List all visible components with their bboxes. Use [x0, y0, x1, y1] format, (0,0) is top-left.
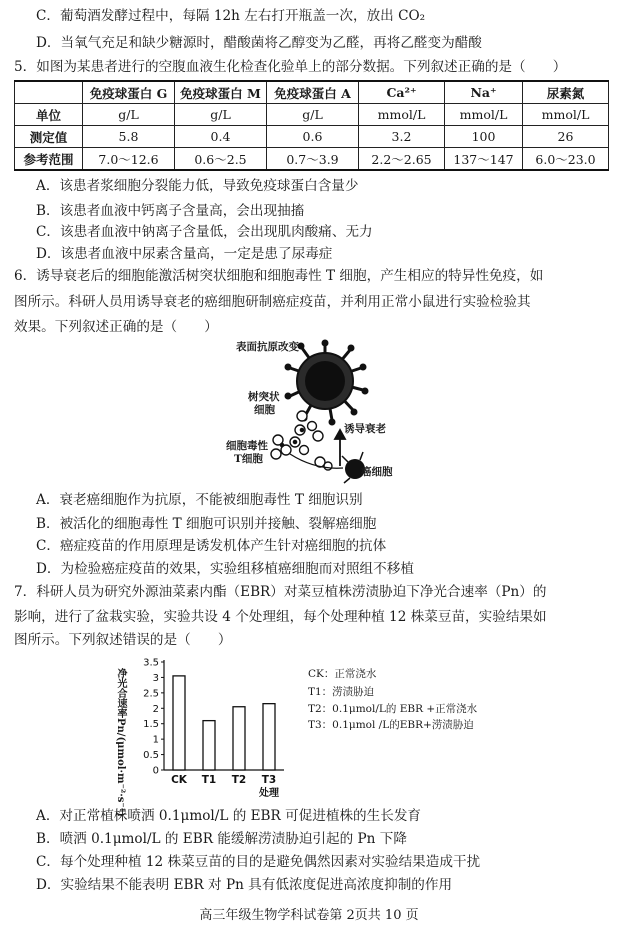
chart-bar — [233, 707, 245, 770]
table-header-row — [15, 81, 609, 104]
chart-x-tick-label: T1 — [201, 774, 217, 786]
q6-stem-line2: 图所示。科研人员用诱导衰老的癌细胞研制癌症疫苗，并利用正常小鼠进行实验检验其 — [14, 294, 531, 310]
table-row — [15, 126, 609, 148]
table-cell: 0.7～3.9 — [267, 148, 359, 171]
chart-legend-t3: T3：0.1μmol /L的EBR+涝渍胁迫 — [308, 719, 474, 731]
table-cell: 单位 — [15, 104, 83, 126]
fig-label-tc-2: T细胞 — [234, 453, 263, 465]
table-cell: 5.8 — [83, 126, 175, 148]
chart-y-tick-label: 1.5 — [143, 719, 159, 731]
table-header-cell: 免疫球蛋白 G — [83, 81, 175, 104]
chart-y-tick-label: 1 — [152, 734, 159, 746]
table-cell: 测定值 — [15, 126, 83, 148]
table-cell: mmol/L — [445, 104, 523, 126]
fig-label-dc-2: 细胞 — [254, 404, 275, 416]
table-cell: 3.2 — [359, 126, 445, 148]
table-cell: mmol/L — [359, 104, 445, 126]
q5-option-a: A．该患者浆细胞分裂能力低，导致免疫球蛋白含量少 — [36, 178, 359, 194]
table-cell: 参考范围 — [15, 148, 83, 171]
fig-label-dc-1: 树突状 — [248, 391, 280, 403]
table-cell: 2.2～2.65 — [359, 148, 445, 171]
fig-label-cancer: 癌细胞 — [361, 466, 393, 478]
pn-bar-chart — [130, 652, 300, 802]
table-header-cell: Ca²⁺ — [359, 81, 445, 104]
table-header-cell: 尿素氮 — [523, 81, 609, 104]
chart-legend-ck: CK：正常浇水 — [308, 668, 377, 680]
q7-stem-line2: 影响，进行了盆栽实验，实验共设 4 个处理组，每个处理种植 12 株菜豆苗，实验结果如 — [14, 609, 547, 625]
table-cell: 0.6～2.5 — [175, 148, 267, 171]
q6-option-b: B．被活化的细胞毒性 T 细胞可识别并接触、裂解癌细胞 — [36, 516, 377, 532]
table-row — [15, 148, 609, 171]
table-cell: 137～147 — [445, 148, 523, 171]
table-cell: g/L — [83, 104, 175, 126]
q5-stem: 5．如图为某患者进行的空腹血液生化检查化验单上的部分数据。下列叙述正确的是（ ） — [14, 59, 567, 75]
q6-option-a: A．衰老癌细胞作为抗原，不能被细胞毒性 T 细胞识别 — [36, 492, 363, 508]
chart-legend-t1: T1：涝渍胁迫 — [308, 686, 375, 698]
dendritic-cell-icon — [290, 411, 323, 455]
q7-option-d: D．实验结果不能表明 EBR 对 Pn 具有低浓度促进高浓度抑制的作用 — [36, 877, 453, 893]
chart-x-tick-label: CK — [171, 774, 187, 786]
table-cell: g/L — [175, 104, 267, 126]
q5-option-b: B．该患者血液中钙离子含量高，会出现抽搐 — [36, 203, 305, 219]
q7-option-b: B．喷洒 0.1μmol/L 的 EBR 能缓解涝渍胁迫引起的 Pn 下降 — [36, 831, 407, 847]
q6-option-c: C．癌症疫苗的作用原理是诱发机体产生针对癌细胞的抗体 — [36, 538, 387, 554]
q6-stem-line1: 6．诱导衰老后的细胞能激活树突状细胞和细胞毒性 T 细胞，产生相应的特异性免疫，如 — [14, 268, 544, 284]
chart-x-axis-label: 处理 — [259, 788, 279, 799]
table-cell: 26 — [523, 126, 609, 148]
table-cell: 7.0～12.6 — [83, 148, 175, 171]
table-cell: 100 — [445, 126, 523, 148]
fig-label-tc-1: 细胞毒性 — [226, 440, 268, 452]
q6-stem-line3: 效果。下列叙述正确的是（ ） — [14, 319, 218, 335]
q6-option-d: D．为检验癌症疫苗的效果，实验组移植癌细胞而对照组不移植 — [36, 561, 414, 577]
table-cell: mmol/L — [523, 104, 609, 126]
chart-legend-t2: T2：0.1μmol/L的 EBR +正常浇水 — [308, 703, 478, 715]
table-header-cell: 免疫球蛋白 M — [175, 81, 267, 104]
chart-y-tick-label: 3.5 — [143, 657, 159, 669]
induction-arrow-icon — [335, 430, 345, 466]
chart-y-tick-label: 3 — [152, 672, 159, 684]
page-footer: 高三年级生物学科试卷第 2页共 10 页 — [199, 908, 419, 923]
q5-option-d: D．该患者血液中尿素含量高，一定是患了尿毒症 — [36, 246, 333, 262]
chart-y-axis-label: 净光合速率Pn/(μmol·m⁻²·s⁻¹) — [115, 668, 126, 817]
table-header-cell — [15, 81, 83, 104]
chart-y-tick-label: 0 — [152, 765, 159, 777]
table-row — [15, 104, 609, 126]
table-header-cell: Na⁺ — [445, 81, 523, 104]
chart-y-tick-label: 2.5 — [143, 688, 159, 700]
chart-y-tick-label: 2 — [152, 703, 159, 715]
q4-option-d: D．当氧气充足和缺少糖源时，醋酸菌将乙醇变为乙醛，再将乙醛变为醋酸 — [36, 35, 482, 51]
fig-label-antigen: 表面抗原改变 — [236, 341, 299, 353]
table-header-cell: 免疫球蛋白 A — [267, 81, 359, 104]
chart-y-tick-label: 0.5 — [143, 750, 159, 762]
chart-bar — [203, 721, 215, 770]
chart-bar — [173, 676, 185, 770]
chart-x-tick-label: T2 — [231, 774, 247, 786]
table-cell: 0.6 — [267, 126, 359, 148]
q7-option-c: C．每个处理种植 12 株菜豆苗的目的是避免偶然因素对实验结果造成干扰 — [36, 854, 481, 870]
chart-x-tick-label: T3 — [261, 774, 277, 786]
q5-option-c: C．该患者血液中钠离子含量低，会出现肌肉酸痛、无力 — [36, 224, 373, 240]
lab-results-table — [14, 80, 609, 171]
q7-stem-line1: 7．科研人员为研究外源油菜素内酯（EBR）对菜豆植株涝渍胁迫下净光合速率（Pn）的 — [14, 584, 547, 600]
table-cell: 0.4 — [175, 126, 267, 148]
table-cell: 6.0～23.0 — [523, 148, 609, 171]
fig-label-induce: 诱导衰老 — [344, 423, 386, 435]
q7-option-a: A．对正常植株喷洒 0.1μmol/L 的 EBR 可促进植株的生长发育 — [36, 808, 422, 824]
q4-option-c: C．葡萄酒发酵过程中，每隔 12h 左右打开瓶盖一次，放出 CO₂ — [36, 8, 426, 24]
chart-bar — [263, 704, 275, 770]
q7-stem-line3: 图所示。下列叙述错误的是（ ） — [14, 632, 232, 648]
table-cell: g/L — [267, 104, 359, 126]
